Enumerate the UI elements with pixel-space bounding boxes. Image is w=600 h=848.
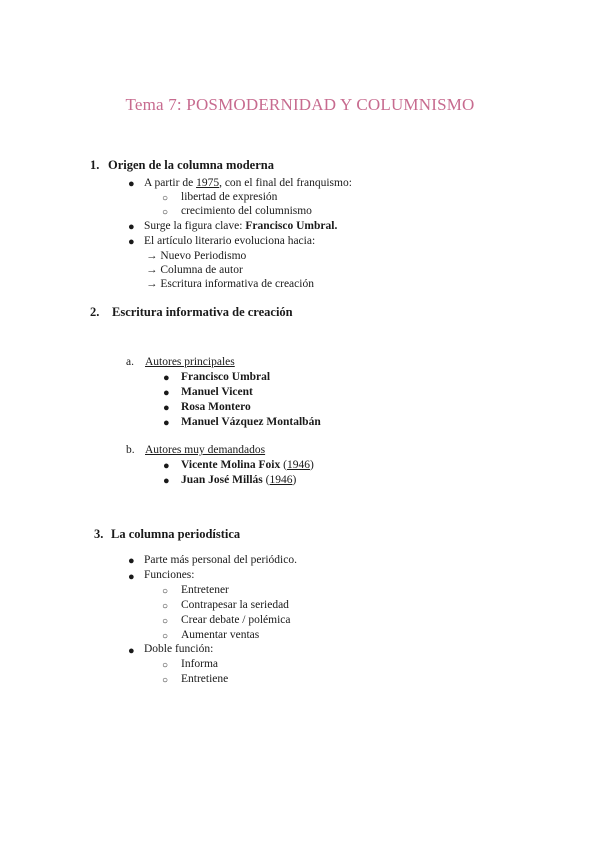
author-item: Manuel Vicent [181, 386, 253, 398]
text-fragment: , con el final del franquismo: [219, 177, 352, 189]
bullet-disc: ● [163, 417, 170, 429]
year-link[interactable]: 1946 [286, 459, 310, 471]
bullet-disc: ● [163, 460, 170, 472]
section-2-heading: Escritura informativa de creación [112, 305, 293, 319]
bullet-disc: ● [163, 372, 170, 384]
arrow-icon: → [146, 278, 158, 290]
section-2-number: 2. [90, 305, 100, 319]
list-item [144, 220, 337, 232]
section-3-number: 3. [94, 527, 104, 541]
bullet-circle: ○ [162, 193, 169, 204]
bullet-disc: ● [128, 221, 135, 233]
arrow-item: → Nuevo Periodismo [146, 250, 247, 262]
bullet-circle: ○ [162, 631, 169, 642]
bullet-circle: ○ [162, 675, 169, 686]
author-item: Manuel Vázquez Montalbán [181, 416, 321, 428]
list-item: El artículo literario evoluciona hacia: [144, 235, 316, 247]
bullet-circle: ○ [162, 616, 169, 627]
text-fragment: Surge la figura clave: [144, 220, 246, 232]
bullet-circle: ○ [162, 601, 169, 612]
bullet-disc: ● [163, 387, 170, 399]
list-item: Informa [181, 658, 219, 670]
list-item: libertad de expresión [181, 191, 278, 203]
list-item: Doble función: [144, 643, 214, 655]
list-item [144, 177, 352, 189]
bullet-circle: ○ [162, 660, 169, 671]
list-item: Parte más personal del periódico. [144, 554, 297, 566]
sublist-label: a. [126, 356, 134, 368]
author-item: Francisco Umbral [181, 371, 271, 383]
list-item: Entretener [181, 584, 229, 596]
bullet-disc: ● [128, 236, 135, 248]
section-3-heading: La columna periodística [111, 527, 241, 541]
arrow-icon: → [146, 264, 158, 276]
list-item: Entretiene [181, 673, 229, 685]
bullet-circle: ○ [162, 207, 169, 218]
bullet-disc: ● [163, 475, 170, 487]
sublist-label: b. [126, 444, 135, 456]
list-item: Contrapesar la seriedad [181, 599, 289, 611]
key-figure: Francisco Umbral. [245, 220, 338, 232]
list-item: crecimiento del columnismo [181, 205, 312, 217]
arrow-item: → Escritura informativa de creación [146, 278, 314, 290]
sublist-title: Autores muy demandados [145, 444, 266, 456]
section-1-heading: Origen de la columna moderna [108, 158, 274, 172]
author-item: Rosa Montero [181, 401, 251, 413]
year-link[interactable]: 1975 [196, 177, 220, 189]
list-item: Aumentar ventas [181, 629, 260, 641]
year-link[interactable]: 1946 [269, 474, 293, 486]
arrow-item: → Columna de autor [146, 264, 243, 276]
bullet-circle: ○ [162, 586, 169, 597]
page-title: Tema 7: POSMODERNIDAD Y COLUMNISMO [125, 95, 475, 114]
bullet-disc: ● [128, 571, 135, 583]
author-item: Juan José Millás (1946) [181, 474, 297, 486]
text-fragment: A partir de [144, 177, 197, 189]
section-1-number: 1. [90, 158, 100, 172]
author-item: Vicente Molina Foix (1946) [181, 459, 314, 471]
bullet-disc: ● [128, 555, 135, 567]
list-item: Crear debate / polémica [181, 614, 291, 626]
bullet-disc: ● [163, 402, 170, 414]
arrow-icon: → [146, 250, 158, 262]
list-item: Funciones: [144, 569, 195, 581]
bullet-disc: ● [128, 178, 135, 190]
sublist-title: Autores principales [145, 356, 235, 368]
bullet-disc: ● [128, 645, 135, 657]
